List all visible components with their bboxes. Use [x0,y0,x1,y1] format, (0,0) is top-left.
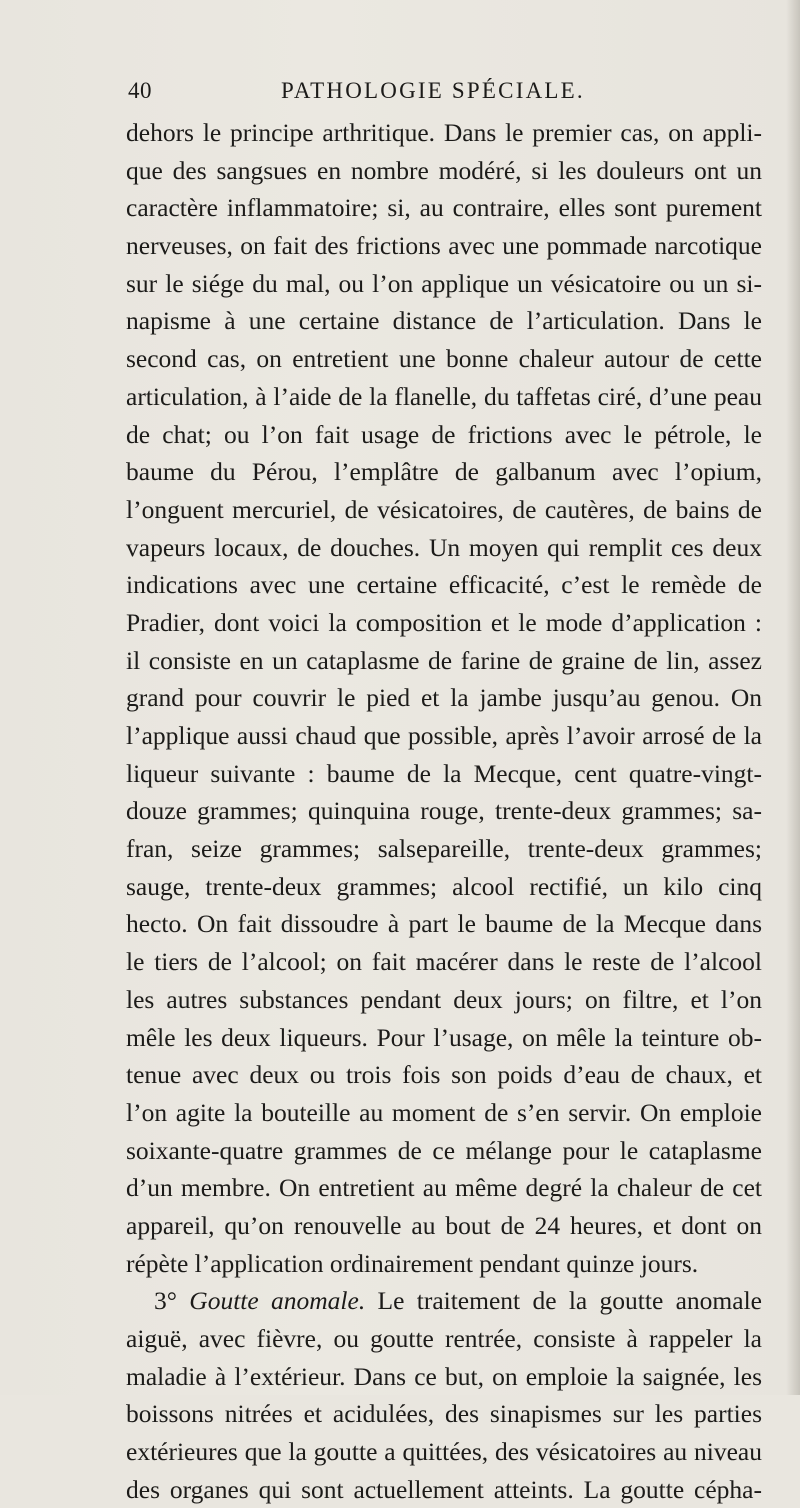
page-edge-shadow [786,0,800,1395]
running-head: PATHOLOGIE SPÉCIALE. [281,78,585,103]
text-line: mêle les deux liqueurs. Pour l’usage, on mêle la teinture ob- [126,1022,762,1052]
section-number: 3° [154,1286,177,1316]
text-line: appareil, qu’on renouvelle au bout de 24 heures, et dont on [126,1210,762,1240]
text-line: nerveuses, on fait des frictions avec une pommade narcotique [126,231,762,261]
text-line: que des sangsues en nombre modéré, si les douleurs ont un [126,155,762,185]
text-line: napisme à une certaine distance de l’articulation. Dans le [126,306,762,336]
text-line: douze grammes; quinquina rouge, trente-deux grammes; sa- [126,796,762,826]
text-line: grand pour couvrir le pied et la jambe jusqu’au genou. On [126,683,762,713]
text-line: maladie à l’extérieur. Dans ce but, on emploie la saignée, les [126,1361,762,1391]
text-line: l’applique aussi chaud que possible, après l’avoir arrosé de la [126,721,762,750]
text-line: l’on agite la bouteille au moment de s’en servir. On emploie [126,1097,762,1127]
text-line: il consiste en un cataplasme de farine de graine de lin, assez [126,645,762,675]
text-line: vapeurs locaux, de douches. Un moyen qui remplit ces deux [126,532,762,562]
text-line: caractère inflammatoire; si, au contraire, elles sont purement [126,193,762,223]
body-text [126,114,762,1508]
text-line: les autres substances pendant deux jours; on filtre, et l’on [126,984,762,1014]
text-line: Pradier, dont voici la composition et le mode d’application : [126,607,762,637]
text-line: d’un membre. On entretient au même degré la chaleur de cet [126,1173,762,1203]
text-line: baume du Pérou, l’emplâtre de galbanum avec l’opium, [126,457,762,487]
text-line: l’onguent mercuriel, de vésicatoires, de cautères, de bains de [126,494,762,524]
text-line: répète l’application ordinairement pendant quinze jours. [126,1248,699,1278]
text-line: boissons nitrées et acidulées, des sinapismes sur les parties [126,1399,762,1429]
text-line: extérieures que la goutte a quittées, des vésicatoires au niveau [126,1437,762,1467]
text-line: second cas, on entretient une bonne chaleur autour de cette [126,344,762,374]
page-number: 40 [128,78,152,103]
text-line: tenue avec deux ou trois fois son poids d’eau de chaux, et [126,1060,762,1090]
text-line: fran, seize grammes; salsepareille, trente-deux grammes; [126,834,762,864]
text-line: dehors le principe arthritique. Dans le premier cas, on appli- [126,118,762,147]
text-line: articulation, à l’aide de la flanelle, du taffetas ciré, d’une peau [126,381,762,411]
text-line: liqueur suivante : baume de la Mecque, cent quatre-vingt- [126,758,762,788]
text-line: hecto. On fait dissoudre à part le baume de la Mecque dans [126,909,762,939]
text-line: indications avec une certaine efficacité, c’est le remède de [126,570,762,600]
text-line: soixante-quatre grammes de ce mélange pour le cataplasme [126,1135,762,1165]
section-title: Goutte anomale. [189,1286,366,1316]
text-line: de chat; ou l’on fait usage de frictions avec le pétrole, le [126,419,762,449]
text-line: des organes qui sont actuellement atteints. La goutte cépha- [126,1474,762,1504]
text-line: sur le siége du mal, ou l’on applique un vésicatoire ou un si- [126,268,762,298]
section-heading-line [126,1282,762,1320]
text-line: le tiers de l’alcool; on fait macérer dans le reste de l’alcool [126,947,762,977]
text-line: aiguë, avec fièvre, ou goutte rentrée, consiste à rappeler la [126,1324,762,1353]
text-line: sauge, trente-deux grammes; alcool rectifié, un kilo cinq [126,871,762,901]
page-header [128,78,728,112]
section-first-line-text: Le traitement de la goutte anomale [377,1286,762,1316]
